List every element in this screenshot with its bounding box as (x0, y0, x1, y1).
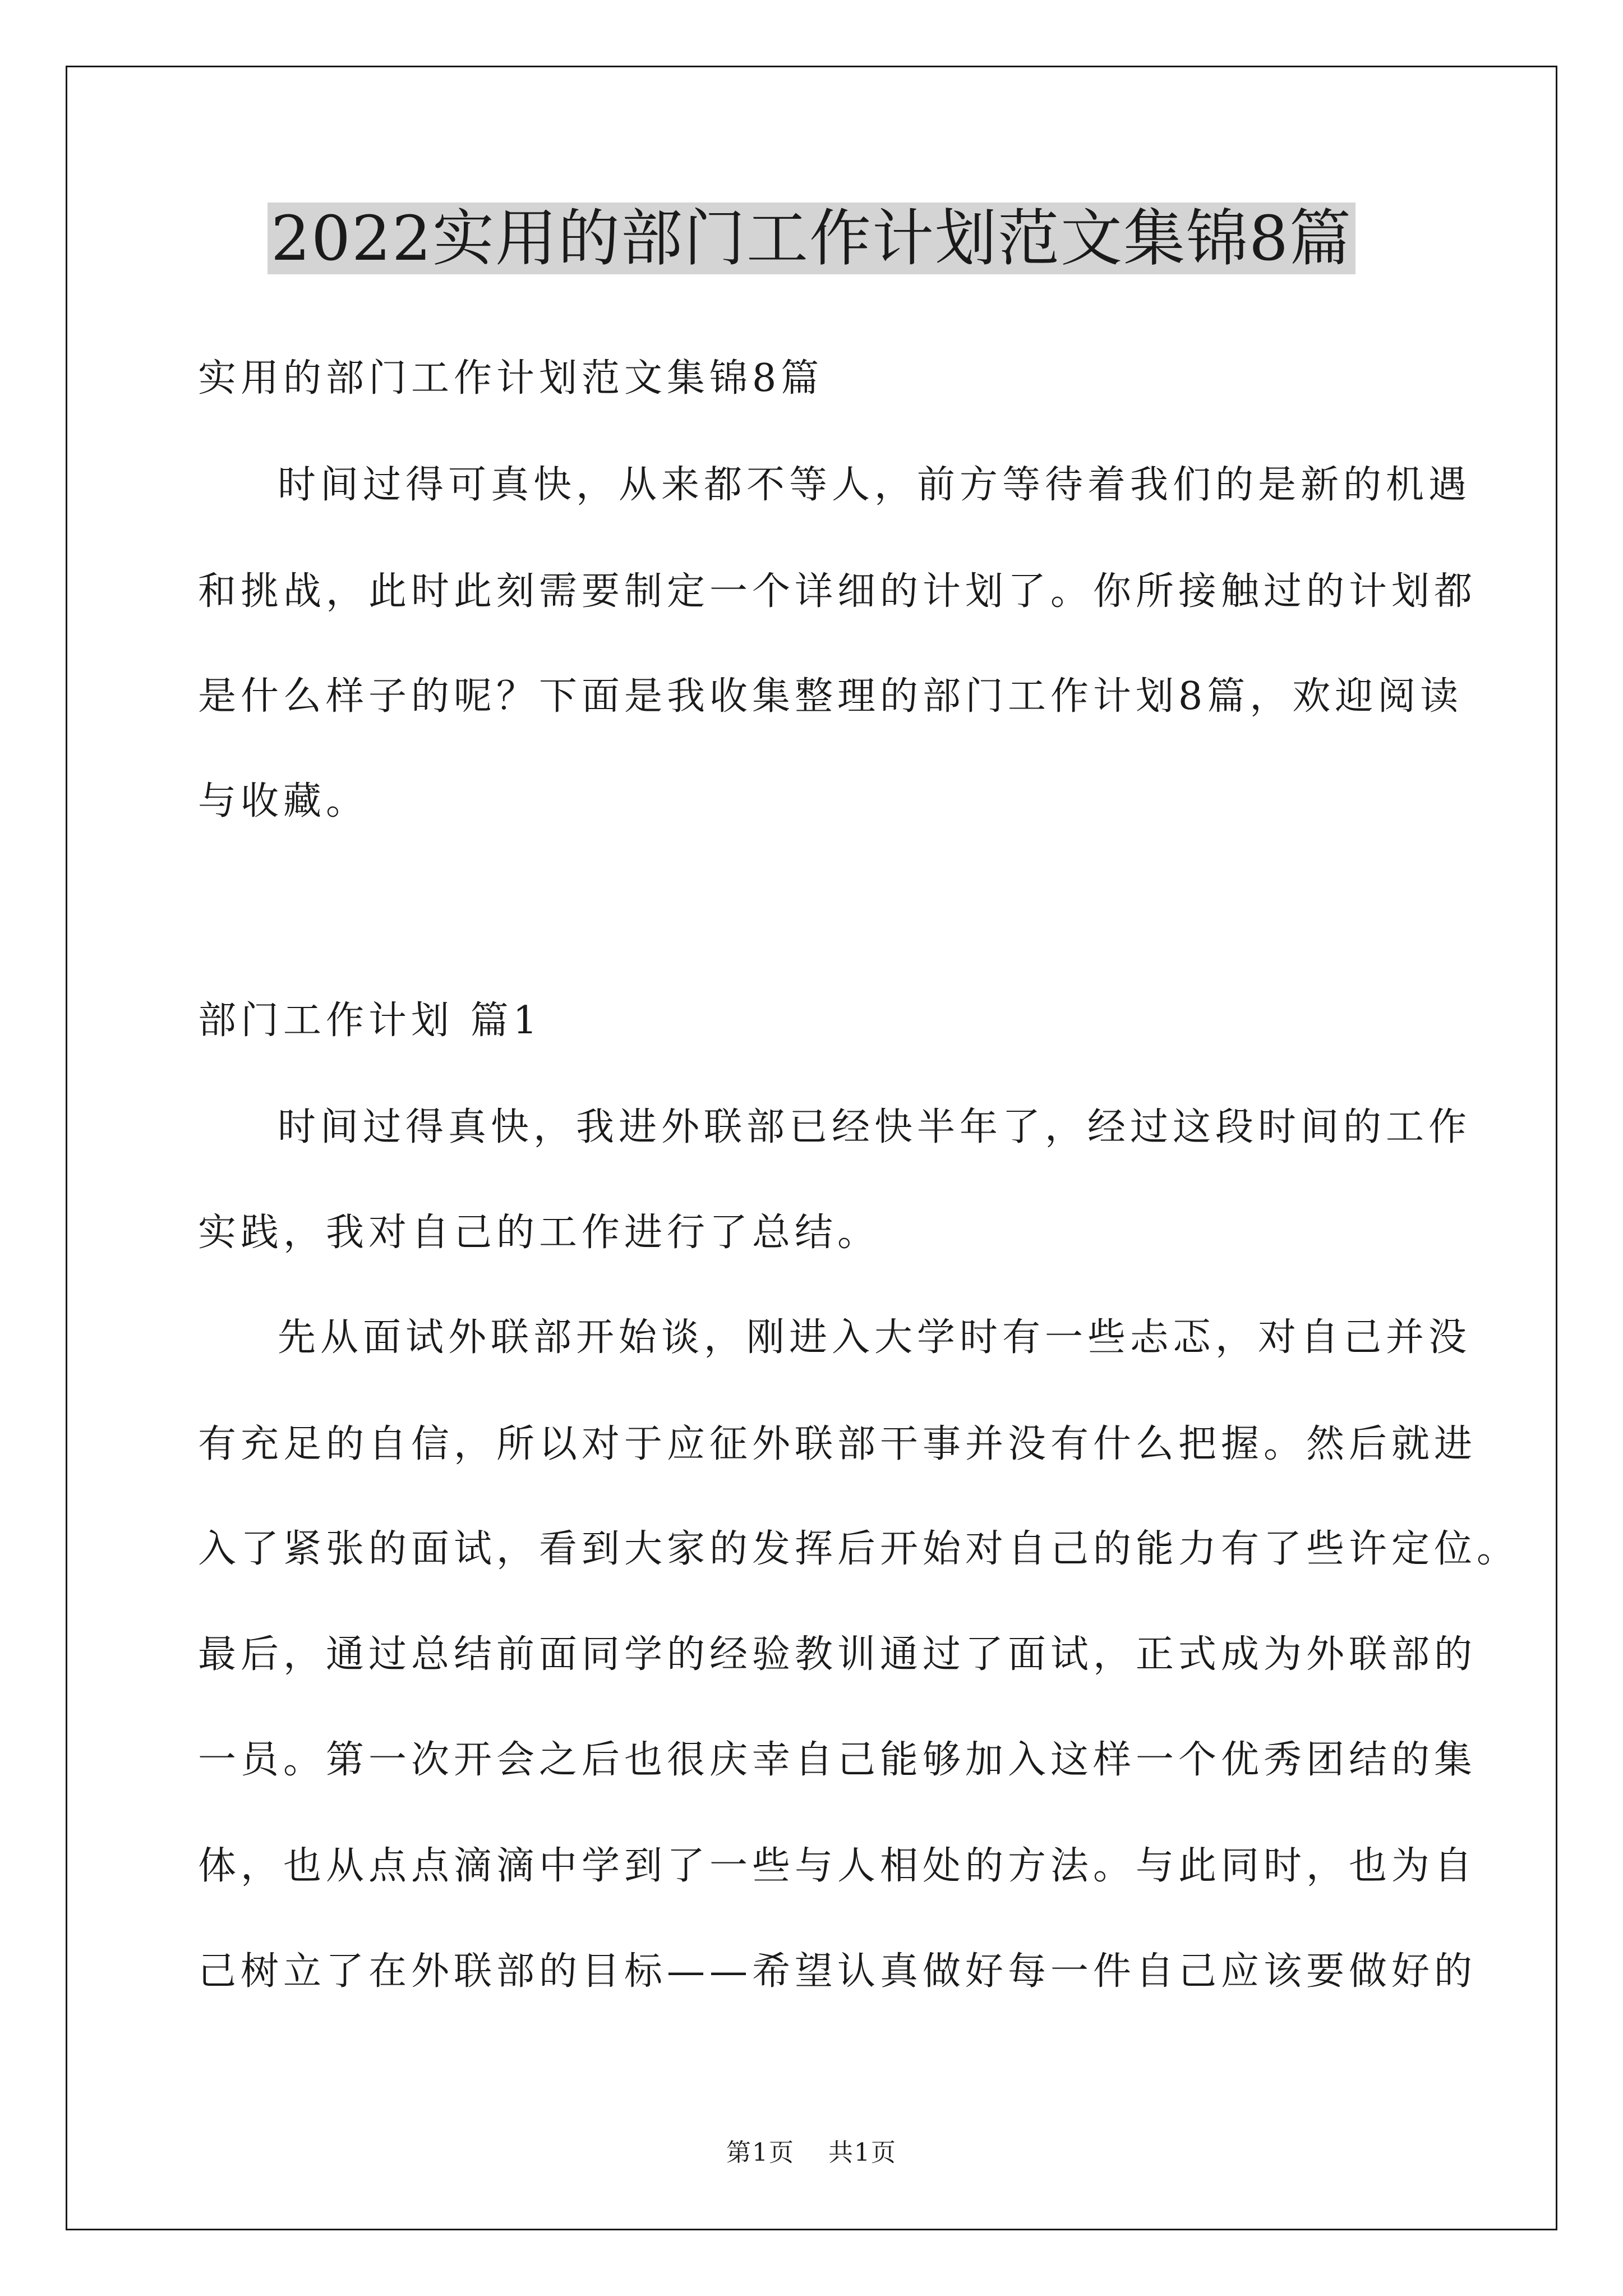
page-footer (0, 2136, 1623, 2170)
paragraph-line: 有充足的自信，所以对于应征外联部干事并没有什么把握。然后就进 (198, 1422, 1477, 1466)
section-heading: 部门工作计划 篇1 (198, 999, 542, 1043)
paragraph-line: 入了紧张的面试，看到大家的发挥后开始对自己的能力有了些许定位。 (198, 1527, 1520, 1571)
document-subtitle: 实用的部门工作计划范文集锦8篇 (198, 356, 824, 401)
document-title (0, 199, 1623, 278)
paragraph-line: 最后，通过总结前面同学的经验教训通过了面试，正式成为外联部的 (198, 1632, 1477, 1677)
paragraph-line: 体，也从点点滴滴中学到了一些与人相处的方法。与此同时，也为自 (198, 1844, 1477, 1888)
paragraph-line: 先从面试外联部开始谈，刚进入大学时有一些忐忑，对自己并没 (278, 1315, 1472, 1360)
intro-line: 和挑战，此时此刻需要制定一个详细的计划了。你所接触过的计划都 (198, 569, 1477, 614)
intro-line: 是什么样子的呢？下面是我收集整理的部门工作计划8篇，欢迎阅读 (198, 674, 1463, 719)
paragraph-line: 一员。第一次开会之后也很庆幸自己能够加入这样一个优秀团结的集 (198, 1738, 1477, 1782)
page-number-current: 第1页 (726, 2138, 795, 2167)
paragraph-line: 时间过得真快，我进外联部已经快半年了，经过这段时间的工作 (278, 1105, 1472, 1149)
intro-line: 时间过得可真快，从来都不等人，前方等待着我们的是新的机遇 (278, 463, 1472, 507)
paragraph-line: 实践，我对自己的工作进行了总结。 (198, 1211, 880, 1255)
document-title-text: 2022实用的部门工作计划范文集锦8篇 (268, 203, 1355, 274)
page-number-total: 共1页 (828, 2138, 897, 2167)
paragraph-line: 己树立了在外联部的目标——希望认真做好每一件自己应该要做好的 (198, 1949, 1477, 1994)
intro-line: 与收藏。 (198, 779, 369, 823)
